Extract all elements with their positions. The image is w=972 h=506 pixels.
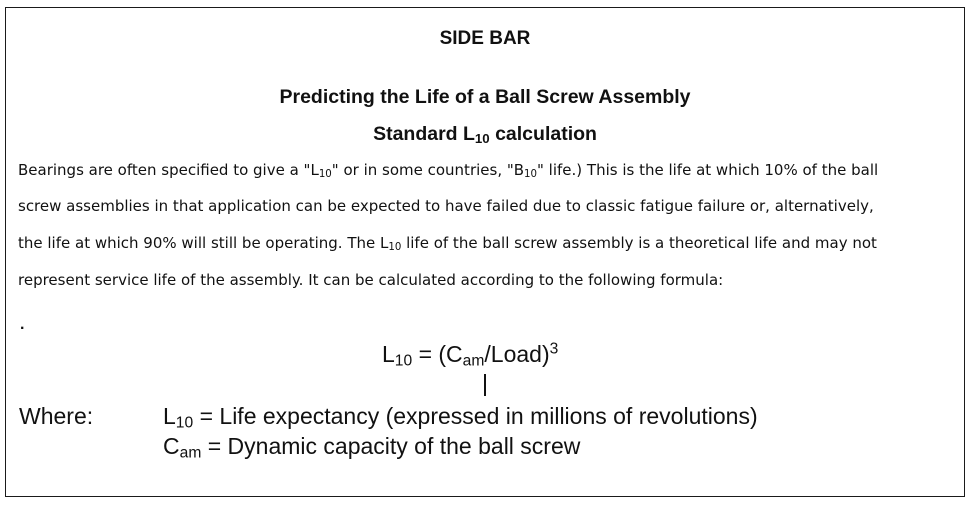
line3-b: life of the ball screw assembly is a theoretical life and may not <box>401 234 877 252</box>
sidebar-heading: SIDE BAR <box>439 28 531 49</box>
definition-l10 <box>163 403 758 430</box>
def1-symbol: L <box>163 403 176 429</box>
line3-sub: 10 <box>388 242 402 254</box>
line1-sub1: 10 <box>318 169 332 181</box>
line1-sub2: 10 <box>524 169 538 181</box>
line3-a: the life at which 90% will still be operating. The L <box>18 234 389 252</box>
formula-lhs: L <box>382 341 395 367</box>
line1-b: " or in some countries, "B <box>331 161 525 179</box>
paragraph-line-2: screw assemblies in that application can be expected to have failed due to classic fatigue failure or, alternatively, <box>18 197 874 215</box>
document-title: Predicting the Life of a Ball Screw Assembly <box>279 86 691 108</box>
document-subtitle <box>6 123 964 146</box>
paragraph-line-3 <box>18 234 958 252</box>
formula-exponent: 3 <box>549 340 559 358</box>
def2-text: = Dynamic capacity of the ball screw <box>201 433 581 459</box>
where-label: Where: <box>19 403 94 429</box>
stray-dot: . <box>20 316 25 333</box>
def2-symbol: C <box>163 433 180 459</box>
formula-lhs-sub: 10 <box>394 352 413 370</box>
def1-text: = Life expectancy (expressed in millions of revolutions) <box>193 403 758 429</box>
subtitle-text: Standard L <box>373 123 475 145</box>
subtitle-after: calculation <box>489 123 597 145</box>
line1-a: Bearings are often specified to give a "L <box>18 161 319 179</box>
line1-c: " life.) This is the life at which 10% of the ball <box>537 161 879 179</box>
paragraph-line-1 <box>18 161 958 179</box>
l10-formula <box>382 341 558 368</box>
paragraph-line-4: represent service life of the assembly. It can be calculated according to the following formula: <box>18 271 724 289</box>
def2-symbol-sub: am <box>179 444 202 462</box>
def1-symbol-sub: 10 <box>175 414 194 432</box>
formula-rest: /Load) <box>484 341 550 367</box>
formula-c-sub: am <box>462 352 485 370</box>
definition-cam <box>163 433 580 460</box>
sidebar-box <box>5 7 965 497</box>
formula-pointer-line <box>484 374 486 396</box>
formula-eq: = (C <box>412 341 463 367</box>
subtitle-subscript: 10 <box>474 130 490 146</box>
